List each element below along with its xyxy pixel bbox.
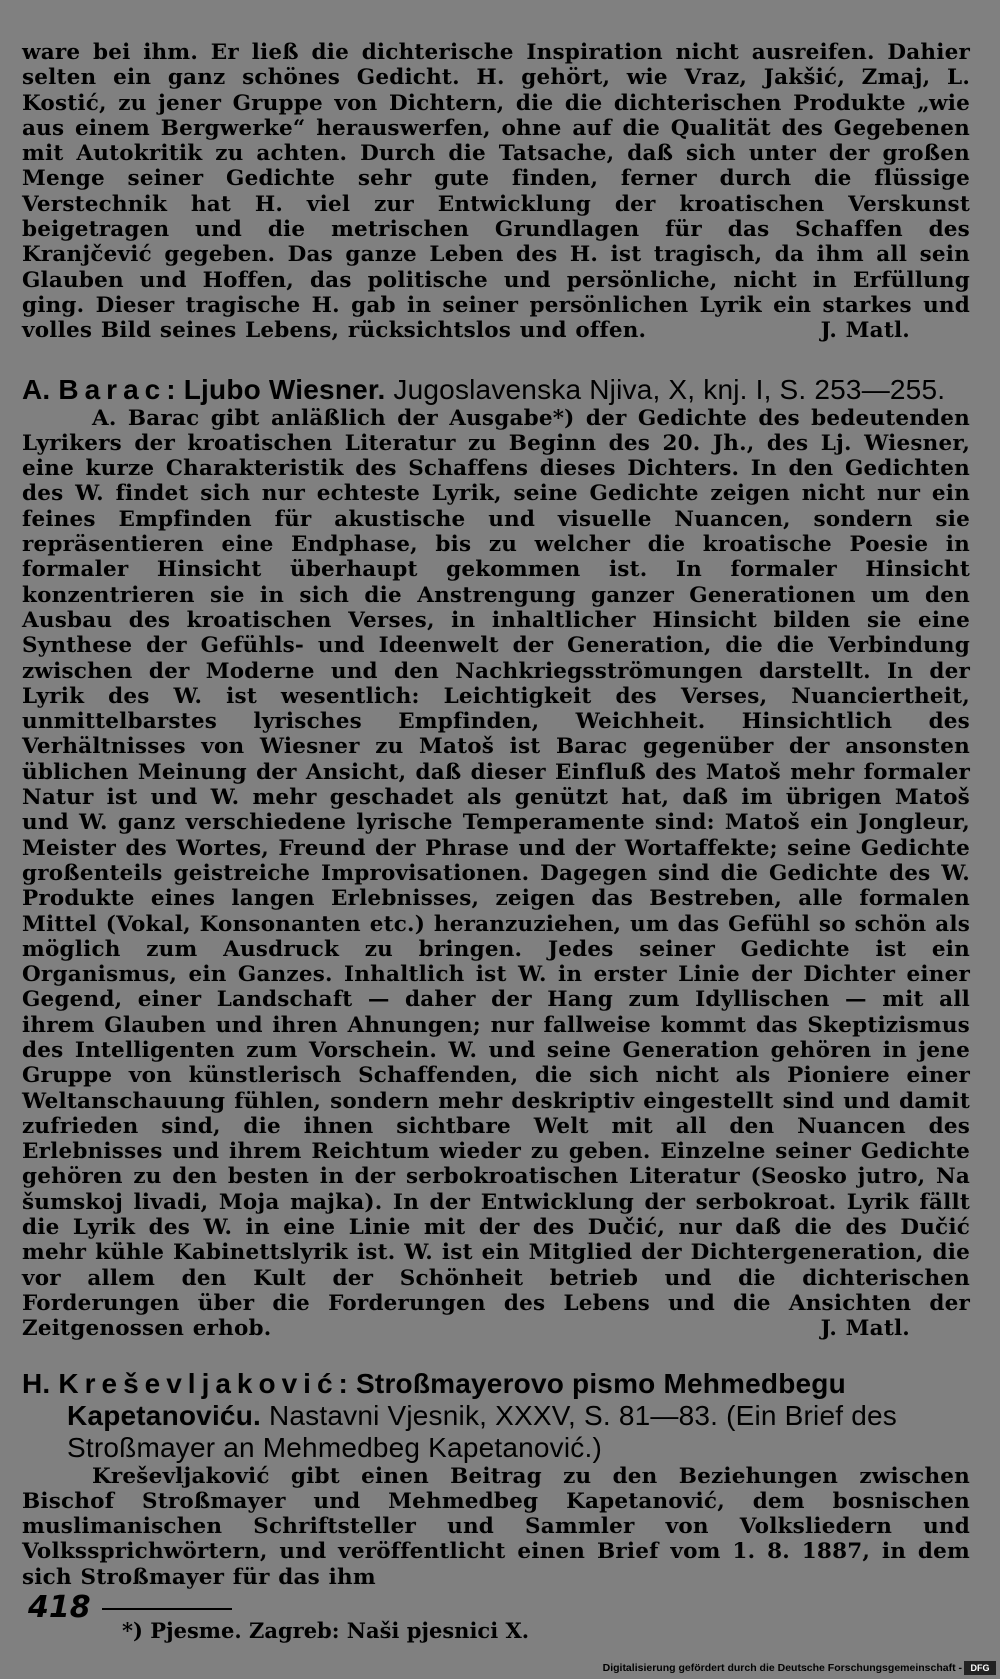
page-number: 418 [28, 1590, 91, 1625]
footnote-divider [102, 1608, 232, 1610]
dfg-logo: DFG [964, 1661, 996, 1675]
review-3-author: H. Kreševljaković: [22, 1367, 357, 1399]
review-1-body: ware bei ihm. Er ließ die dichterische Inspiration nicht ausreifen. Dahier selten ein ganz schönes Gedicht. H. gehört, wie Vraz, Jakšić, Zmaj, L. Kostić, zu jener Gruppe von Dichtern, die die dichterischen Produkte „wie aus einem Bergwerke“ herauswerfen, ohne auf die Qualität des Gegebenen mit Autokritik zu achten. Durch die Tatsache, daß sich unter der großen Menge seiner Gedichte sehr gute finden, ferner durch die flüssige Verstechnik hat H. viel zur Entwicklung der kroatischen Verskunst beigetragen und die metrischen Grundlagen für das Schaffen des Kranjčević gegeben. Das ganze Leben des H. ist tragisch, da ihm all sein Glauben und Hoffen, das politische und persönliche, nicht in Erfüllung ging. Dieser tragische H. gab in seiner persönlichen Lyrik ein starkes und volles Bild seines Lebens, rücksichtslos und offen. J. Matl. [22, 40, 970, 344]
review-2-title: Ljubo Wiesner. [183, 373, 386, 405]
review-2-heading [22, 374, 970, 406]
review-2-author: A. Barac: [22, 373, 184, 405]
digitization-note: Digitalisierung gefördert durch die Deutsche Forschungsgemeinschaft - [602, 1662, 962, 1674]
review-3-title: Stroßmayerovo pismo Mehmedbegu Kapetanoviću. [67, 1367, 846, 1431]
review-2-body: A. Barac gibt anläßlich der Ausgabe*) der Gedichte des bedeutenden Lyrikers der kroatischen Literatur zu Beginn des 20. Jh., des Lj. Wiesner, eine kurze Charakteristik des Schaffens dieses Dichters. In den Gedichten des W. findet sich nur echteste Lyrik, seine Gedichte zeigen nicht nur ein feines Empfinden für akustische und visuelle Nuancen, sondern sie repräsentieren eine Endphase, bis zu welcher die kroatische Poesie in formaler Hinsicht überhaupt gekommen ist. In formaler Hinsicht konzentrieren sie in sich die Anstrengung ganzer Generationen um den Ausbau des kroatischen Verses, in inhaltlicher Hinsicht bilden sie eine Synthese der Gefühls- und Ideenwelt der Generation, die die Verbindung zwischen der Moderne und den Nachkriegsströmungen darstellt. In der Lyrik des W. ist wesentlich: Leichtigkeit des Verses, Nuanciertheit, unmittelbarstes lyrisches Empfinden, Weichheit. Hinsichtlich des Verhältnisses von Wiesner zu Matoš ist Barac gegenüber der ansonsten üblichen Meinung der Ansicht, daß dieser Einfluß des Matoš mehr formaler Natur ist und W. mehr geschadet als genützt hat, daß im übrigen Matoš und W. ganz verschiedene lyrische Temperamente sind: Matoš ein Jongleur, Meister des Wortes, Freund der Phrase und der Wortaffekte; seine Gedichte großenteils geistreiche Improvisationen. Dagegen sind die Gedichte des W. Produkte eines langen Erlebnisses, zeigen das Bestreben, alle formalen Mittel (Vokal, Konsonanten etc.) heranzuziehen, um das Gefühl so schön als möglich zum Ausdruck zu bringen. Jedes seiner Gedichte ist ein Organismus, ein Ganzes. Inhaltlich ist W. in erster Linie der Dichter einer Gegend, einer Landschaft — daher der Hang zum Idyllischen — mit all ihrem Glauben und ihren Ahnungen; nur fallweise kommt das Skeptizismus des Intelligenten zum Vorschein. W. und seine Generation gehören in jene Gruppe von künstlerisch Schaffenden, die sich nicht als Pioniere einer Weltanschauung fühlen, sondern mehr deskriptiv eingestellt sind und damit zufrieden sind, die ihnen sichtbare Welt mit all den Nuancen des Erlebnisses und ihrem Reichtum wieder zu geben. Einzelne seiner Gedichte gehören zu den besten in der serbokroatischen Literatur (Seosko jutro, Na šumskoj livadi, Moja majka). In der Entwicklung der serbokroat. Lyrik fällt die Lyrik des W. in eine Linie mit der des Dučić, nur daß die des Dučić mehr kühle Kabinettslyrik ist. W. ist ein Mitglied der Dichtergeneration, die vor allem den Kult der Schönheit betrieb und die dichterischen Forderungen über die Forderungen des Lebens und die Ansichten der Zeitgenossen erhob. J. Matl. [22, 405, 970, 1342]
review-2-journal: Jugoslavenska Njiva, X, knj. I, S. 253—255. [393, 373, 946, 405]
review-3-body: Kreševljaković gibt einen Beitrag zu den Beziehungen zwischen Bischof Stroßmayer und Mehmedbeg Kapetanović, dem bosnischen muslimanischen Schriftsteller und Sammler von Volksliedern und Volkssprichwörtern, und veröffentlicht einen Brief vom 1. 8. 1887, in dem sich Stroßmayer für das ihm [22, 1463, 970, 1590]
footnote: *) Pjesme. Zagreb: Naši pjesnici X. [122, 1618, 530, 1644]
review-2-signature: J. Matl. [820, 1316, 910, 1342]
review-1-signature: J. Matl. [820, 318, 910, 344]
review-3-journal: Nastavni Vjesnik, XXXV, S. 81—83. (Ein Brief des Stroßmayer an Mehmedbeg Kapetanović.) [67, 1399, 897, 1463]
review-3-heading [22, 1368, 970, 1464]
page [22, 40, 970, 1643]
